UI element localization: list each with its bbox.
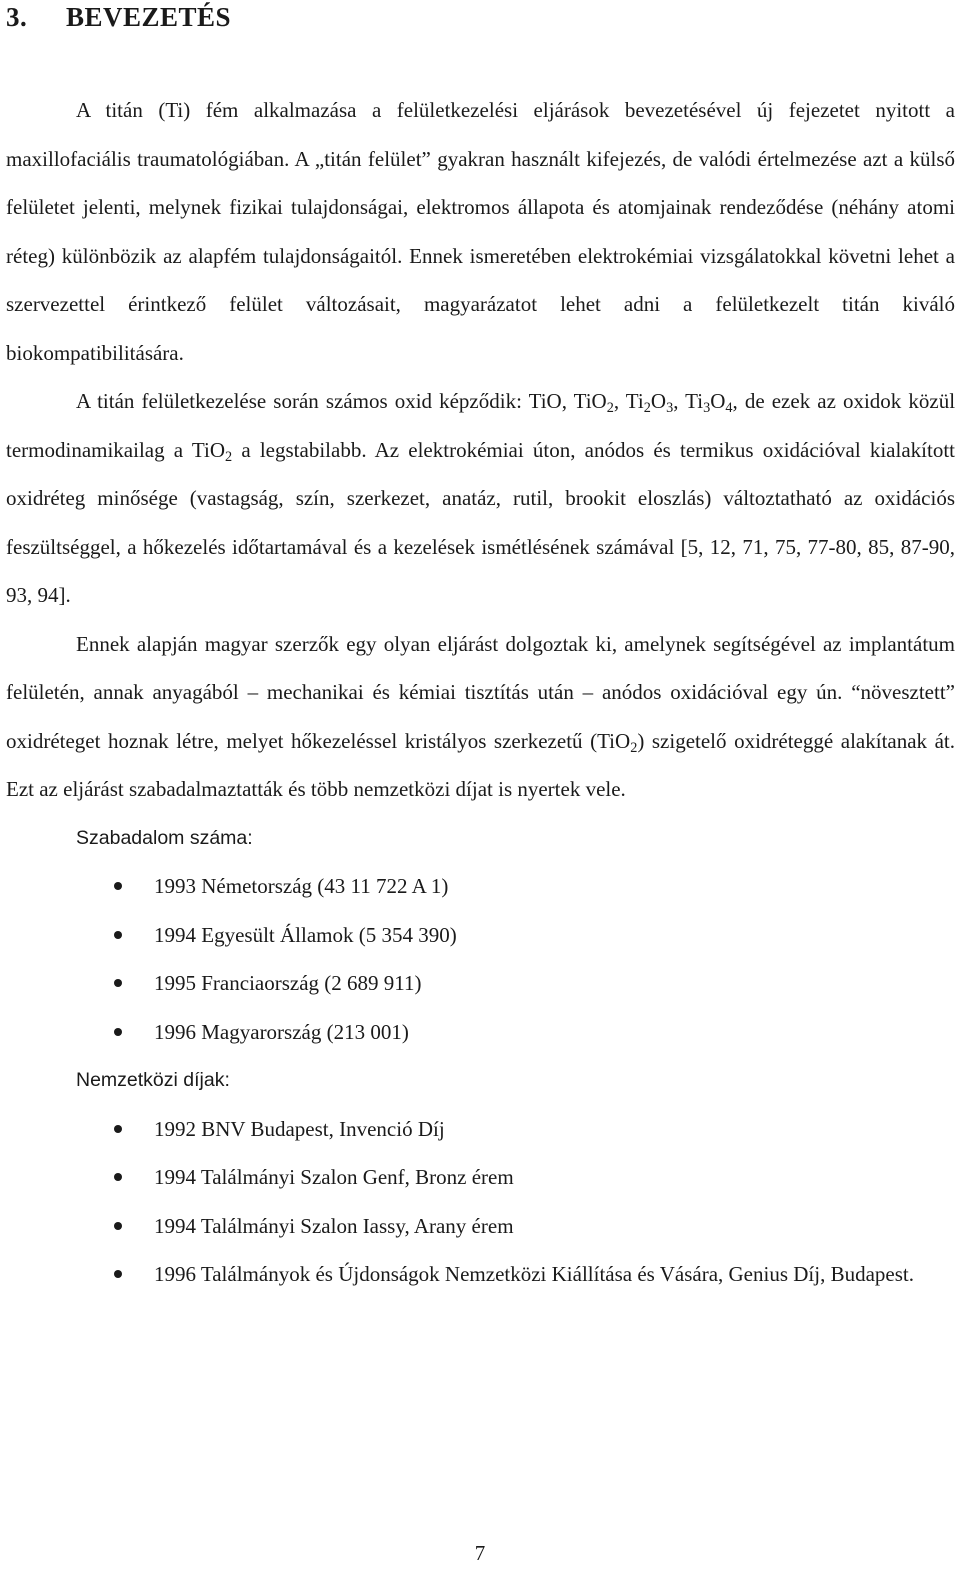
paragraph-method (6, 620, 955, 814)
bullet-icon (114, 979, 122, 987)
subscript: 2 (225, 448, 233, 465)
paragraph-oxides (6, 377, 955, 620)
list-item (6, 862, 955, 911)
subscript: 2 (643, 399, 651, 416)
oxides-text: O (650, 389, 667, 413)
subscript: 3 (703, 399, 711, 416)
bullet-icon (114, 1222, 122, 1230)
page-number: 7 (474, 1541, 486, 1565)
bullet-icon (114, 1028, 122, 1036)
list-item (6, 1202, 955, 1251)
list-item (6, 1153, 955, 1202)
subscript: 2 (606, 399, 614, 416)
list-item-text: 1992 BNV Budapest, Invenció Díj (154, 1116, 445, 1141)
bullet-icon (114, 1270, 122, 1278)
awards-title: Nemzetközi díjak: (76, 1069, 230, 1091)
list-item-text: 1995 Franciaország (2 689 911) (154, 971, 422, 995)
list-item-text: 1996 Magyarország (213 001) (154, 1019, 409, 1044)
subscript: 3 (666, 399, 674, 416)
document-body (6, 86, 955, 1299)
oxides-text: O (710, 389, 726, 413)
list-item (6, 1008, 955, 1057)
list-item (6, 1250, 955, 1299)
subscript: 2 (630, 739, 638, 756)
list-item-text: 1993 Németország (43 11 722 A 1) (154, 874, 449, 898)
patents-title: Szabadalom száma: (76, 826, 253, 849)
list-item-text: 1994 Egyesült Államok (5 354 390) (154, 922, 457, 947)
list-item (6, 911, 955, 960)
oxides-text: , Ti (673, 389, 704, 413)
oxides-text: , Ti (613, 389, 644, 413)
subscript: 4 (725, 399, 733, 416)
method-text-b: ) szigetelő oxidréteggé alakítanak át. Ezt az eljárást szabadalmaztatták és több nemzetközi díjat is nyertek vele. (6, 728, 956, 801)
paragraph-intro-text-a: A titán (Ti) fém alkalmazása a felületkezelési eljárások bevezetésével új fejezetet nyitott a maxillofaciális traumatológiában. (6, 98, 955, 171)
list-item (6, 959, 955, 1008)
list-item-text: 1996 Találmányok és Újdonságok Nemzetközi Kiállítása és Vására, Genius Díj, Budapest. (154, 1262, 914, 1286)
bullet-icon (114, 931, 122, 939)
paragraph-intro-text-b: A „titán felület” gyakran használt kifejezés, de valódi értelmezése azt a külső felületet jelenti, melynek fizikai tulajdonságai, elektromos állapota és atomjainak rendeződése (néhány atomi réteg) különbözik az alapfém tulajdonságaitól. Ennek ismeretében elektrokémiai vizsgálatokkal követni lehet a szervezettel érintkező felület változásait, magyarázatot lehet adni a felületkezelt titán kiváló biokompatibilitására. (6, 146, 956, 365)
oxides-text: a legstabilabb. Az elektrokémiai úton, anódos és termikus oxidációval kialakított oxidréteg minősége (vastagság, szín, szerkezet, anatáz, rutil, brookit eloszlás) változtatható az oxidációs feszültséggel, a hőkezelés időtartamával és a kezelések ismétlésének számával [5, 12, 71, 75, 77-80, 85, 87-90, 93, 94]. (6, 437, 955, 607)
method-text-a: Ennek alapján magyar szerzők egy olyan eljárást dolgoztak ki, amelynek segítségével az implantátum felületén, annak anyagából – mechanikai és kémiai tisztítás után – anódos oxidációval egy ún. “növesztett” oxidréteget hoznak létre, melyet hőkezeléssel kristályos szerkezetű (TiO (6, 631, 955, 753)
bullet-icon (114, 1173, 122, 1181)
list-item (6, 1105, 955, 1154)
list-item-text: 1994 Találmányi Szalon Iassy, Arany érem (154, 1213, 514, 1238)
patents-list (6, 862, 955, 1056)
bullet-icon (114, 1125, 122, 1133)
oxides-intro: A titán felületkezelése során számos oxid képződik: TiO, TiO (76, 389, 607, 413)
awards-list (6, 1105, 955, 1299)
bullet-icon (114, 882, 122, 890)
section-number: 3. (6, 2, 28, 32)
section-heading (6, 2, 231, 33)
section-title: BEVEZETÉS (66, 2, 232, 32)
list-item-text: 1994 Találmányi Szalon Genf, Bronz érem (154, 1165, 514, 1189)
oxides-text: , de ezek az oxidok közül termodinamikailag a TiO (6, 389, 956, 462)
paragraph-intro (6, 86, 955, 377)
